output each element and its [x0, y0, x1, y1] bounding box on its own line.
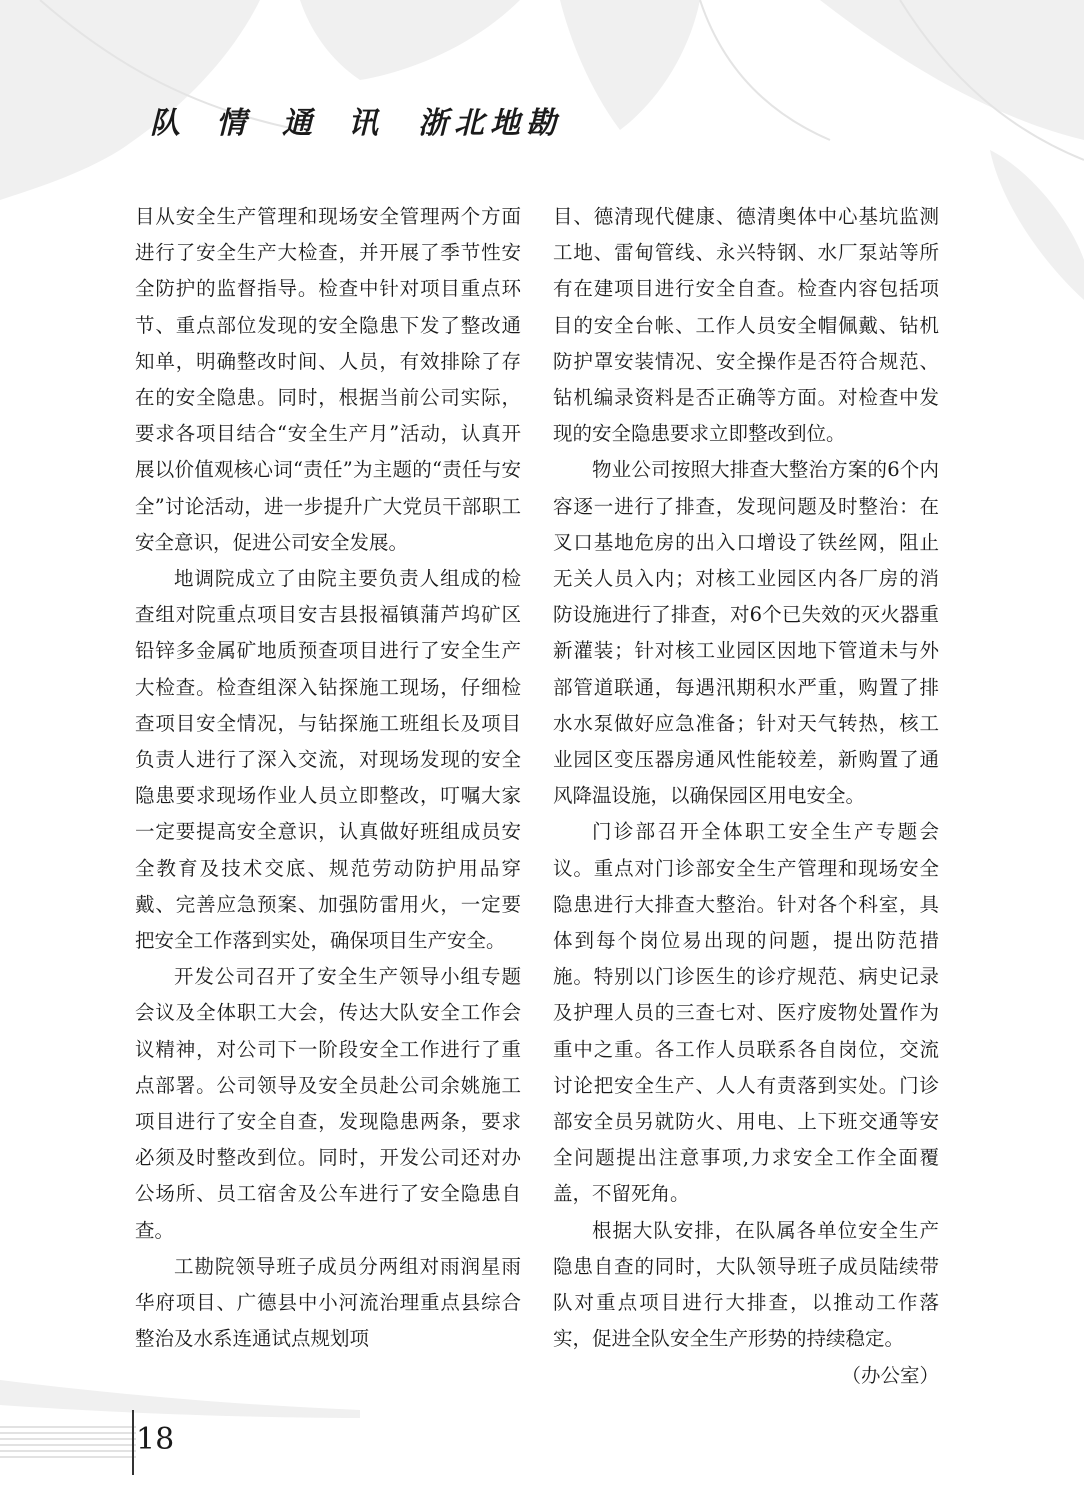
paragraph: 物业公司按照大排查大整治方案的6个内容逐一进行了排查，发现问题及时整治：在叉口基地危房的出入口增设了铁丝网，阻止无关人员入内；对核工业园区内各厂房的消防设施进行了排查，对6个已失效的灭火器重新灌装；针对核工业园区因地下管道未与外部管道联通，每遇汛期积水严重，购置了排水水泵做好应急准备；针对天气转热，核工业园区变压器房通风性能较差，新购置了通风降温设施，以确保园区用电安全。 [553, 458, 939, 808]
paragraph: 目、德清现代健康、德清奥体中心基坑监测工地、雷甸管线、永兴特钢、水厂泵站等所有在建项目进行安全自查。检查内容包括项目的安全台帐、工作人员安全帽佩戴、钻机防护罩安装情况、安全操作是否符合规范、钻机编录资料是否正确等方面。对检查中发现的安全隐患要求立即整改到位。 [553, 205, 939, 446]
paragraph: 地调院成立了由院主要负责人组成的检查组对院重点项目安吉县报福镇蒲芦坞矿区铅锌多金属矿地质预查项目进行了安全生产大检查。检查组深入钻探施工现场，仔细检查项目安全情况，与钻探施工班组长及项目负责人进行了深入交流，对现场发现的安全隐患要求现场作业人员立即整改，叮嘱大家一定要提高安全意识，认真做好班组成员安全教育及技术交底、规范劳动防护用品穿戴、完善应急预案、加强防雷用火，一定要把安全工作落到实处，确保项目生产安全。 [135, 567, 521, 953]
paragraph: 目从安全生产管理和现场安全管理两个方面进行了安全生产大检查，并开展了季节性安全防护的监督指导。检查中针对项目重点环节、重点部位发现的安全隐患下发了整改通知单，明确整改时间、人员，有效排除了存在的安全隐患。同时，根据当前公司实际，要求各项目结合“安全生产月”活动，认真开展以价值观核心词“责任”为主题的“责任与安全”讨论活动，进一步提升广大党员干部职工安全意识，促进公司安全发展。 [135, 205, 521, 554]
author-signature: （办公室） [841, 1363, 939, 1387]
magazine-brand: 浙北地勘 [418, 106, 562, 141]
paragraph [553, 1213, 939, 1387]
section-title: 队情通讯 [150, 106, 414, 141]
paragraph: 开发公司召开了安全生产领导小组专题会议及全体职工大会，传达大队安全工作会议精神，对公司下一阶段安全工作进行了重点部署。公司领导及安全员赴公司余姚施工项目进行了安全自查，发现隐患两条，要求必须及时整改到位。同时，开发公司还对办公场所、员工宿舍及公车进行了安全隐患自查。 [135, 965, 521, 1242]
paragraph: 门诊部召开全体职工安全生产专题会议。重点对门诊部安全生产管理和现场安全隐患进行大排查大整治。针对各个科室，具体到每个岗位易出现的问题，提出防范措施。特别以门诊医生的诊疗规范、病史记录及护理人员的三查七对、医疗废物处置作为重中之重。各工作人员联系各自岗位，交流讨论把安全生产、人人有责落到实处。门诊部安全员另就防火、用电、上下班交通等安全问题提出注意事项,力求安全工作全面覆盖，不留死角。 [553, 820, 939, 1206]
paragraph-text: 根据大队安排，在队属各单位安全生产隐患自查的同时，大队领导班子成员陆续带队对重点项目进行大排查，以推动工作落实，促进全队安全生产形势的持续稳定。 [553, 1218, 939, 1351]
paragraph: 工勘院领导班子成员分两组对雨润星雨华府项目、广德县中小河流治理重点县综合整治及水系连通试点规划项 [135, 1254, 521, 1351]
magazine-header [150, 98, 562, 142]
page-number: 18 [136, 1422, 175, 1457]
text-column-right [553, 199, 939, 1394]
text-column-left [135, 199, 521, 1358]
